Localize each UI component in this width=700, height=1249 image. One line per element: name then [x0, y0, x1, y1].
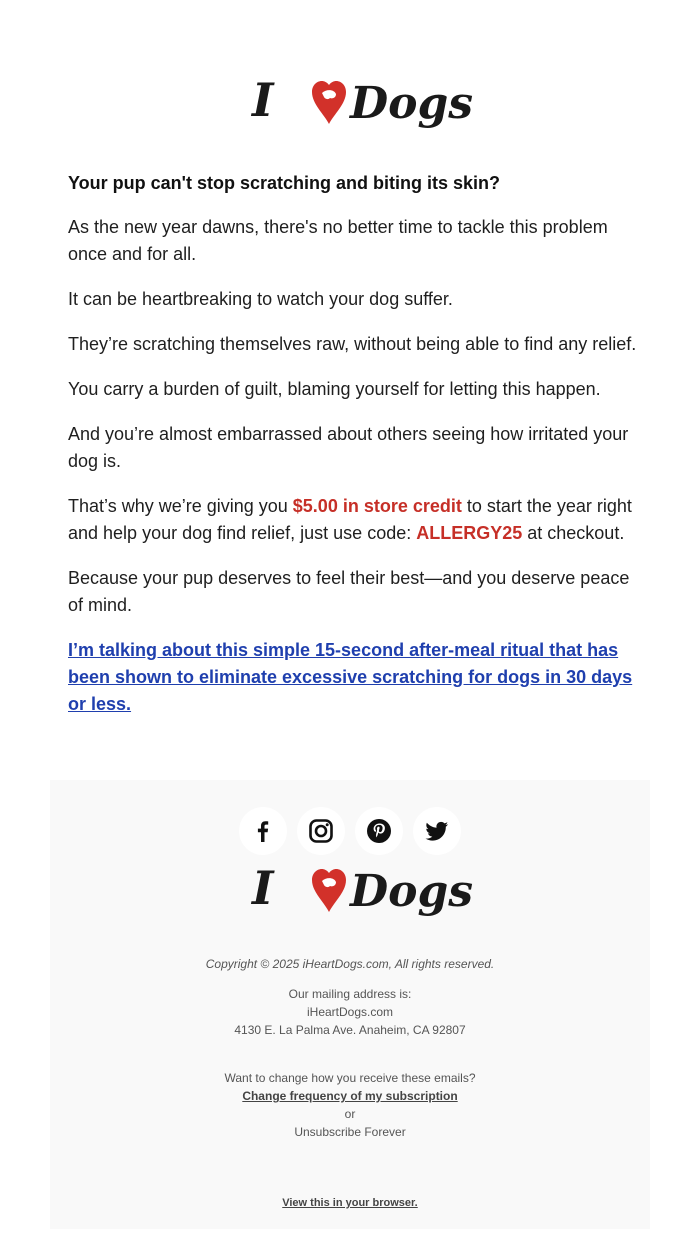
p6-before: That’s why we’re giving you — [68, 496, 293, 516]
mailing-address — [50, 985, 650, 1039]
heart-dog-icon — [312, 869, 346, 912]
mailing-name: iHeartDogs.com — [306, 1005, 394, 1019]
paragraph-5: And you’re almost embarrassed about others seeing how irritated your dog is. — [68, 424, 629, 471]
paragraph-6 — [68, 493, 638, 547]
pinterest-icon — [366, 818, 392, 844]
logo-word: Dogs — [350, 78, 474, 129]
logo-word-footer: Dogs — [350, 866, 474, 917]
subscription-preferences — [50, 1069, 650, 1141]
change-frequency-link[interactable]: Change frequency of my subscription — [242, 1089, 458, 1103]
facebook-icon — [250, 818, 276, 844]
paragraph-4: You carry a burden of guilt, blaming yourself for letting this happen. — [68, 379, 601, 399]
logo-letter: I — [252, 73, 274, 127]
footer — [50, 780, 650, 1229]
email-body — [68, 170, 638, 718]
mailing-street: 4130 E. La Palma Ave. Anaheim, CA 92807 — [234, 1023, 466, 1037]
copyright-text: Copyright © 2025 iHeartDogs.com, All rights reserved. — [205, 957, 495, 971]
paragraph-7: Because your pup deserves to feel their best—and you deserve peace of mind. — [68, 568, 630, 615]
headline: Your pup can't stop scratching and biting its skin? — [68, 173, 500, 193]
promo-code: ALLERGY25 — [416, 523, 523, 543]
facebook-button[interactable] — [239, 807, 287, 855]
instagram-icon — [308, 818, 334, 844]
store-credit: $5.00 in store credit — [292, 496, 462, 516]
unsubscribe-link[interactable]: Unsubscribe Forever — [294, 1125, 406, 1139]
view-in-browser-link[interactable]: View this in your browser. — [282, 1197, 418, 1209]
iheartdogs-logo-footer — [250, 860, 474, 930]
footer-brand-logo — [0, 860, 700, 935]
paragraph-1: As the new year dawns, there's no better time to tackle this problem once and for all. — [68, 217, 608, 264]
cta-link[interactable]: I’m talking about this simple 15-second after-meal ritual that has been shown to eliminate excessive scratching for dogs in 30 days or less. — [68, 640, 633, 714]
pinterest-button[interactable] — [355, 807, 403, 855]
p6-middle: to start the year right and help your dog find relief, just use code: — [68, 496, 632, 543]
view-in-browser — [50, 1194, 650, 1212]
paragraph-3: They’re scratching themselves raw, without being able to find any relief. — [68, 334, 637, 354]
mailing-label: Our mailing address is: — [288, 987, 412, 1001]
p6-after: at checkout. — [522, 523, 625, 543]
instagram-button[interactable] — [297, 807, 345, 855]
paragraph-2: It can be heartbreaking to watch your dog suffer. — [68, 289, 453, 309]
twitter-button[interactable] — [413, 807, 461, 855]
heart-dog-icon — [312, 81, 346, 124]
iheartdogs-logo — [250, 72, 474, 142]
logo-letter-footer: I — [252, 861, 274, 915]
or-text: or — [344, 1107, 356, 1121]
brand-logo — [0, 72, 700, 147]
twitter-icon — [424, 818, 450, 844]
change-prompt: Want to change how you receive these emails? — [224, 1071, 476, 1085]
social-links — [50, 807, 650, 855]
